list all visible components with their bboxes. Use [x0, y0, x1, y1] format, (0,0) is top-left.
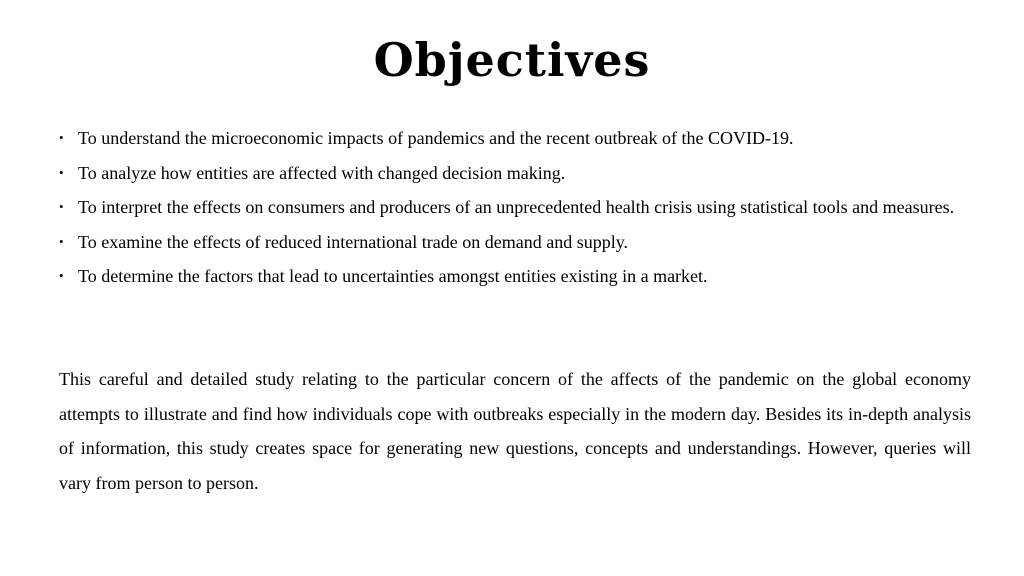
list-item-text: To examine the effects of reduced international trade on demand and supply.	[78, 231, 629, 252]
list-item	[59, 225, 971, 260]
list-item-text: To understand the microeconomic impacts of pandemics and the recent outbreak of the COVID-19.	[78, 128, 794, 148]
slide-title: Objectives	[373, 33, 651, 87]
list-item	[59, 121, 971, 156]
bullet-icon: •	[59, 233, 64, 249]
list-item-text: To analyze how entities are affected with changed decision making.	[78, 162, 566, 183]
list-item	[59, 259, 971, 294]
bullet-icon: •	[59, 268, 64, 284]
bullet-icon: •	[59, 164, 64, 180]
bullet-icon: •	[59, 130, 64, 145]
list-item-text: To interpret the effects on consumers and producers of an unprecedented health crisis using statistical tools and measures.	[78, 197, 955, 218]
bullet-icon: •	[59, 199, 64, 215]
objectives-list	[59, 121, 971, 294]
list-item	[59, 156, 971, 191]
list-item-text: To determine the factors that lead to uncertainties amongst entities existing in a market.	[78, 266, 708, 287]
list-item	[59, 190, 971, 225]
summary-paragraph: This careful and detailed study relating to the particular concern of the affects of the pandemic on the global economy attempts to illustrate and find how individuals cope with outbreaks especially in the modern day. Besides its in-depth analysis of information, this study creates space for generating new questions, concepts and understandings. However, queries will vary from person to person.	[59, 369, 971, 493]
